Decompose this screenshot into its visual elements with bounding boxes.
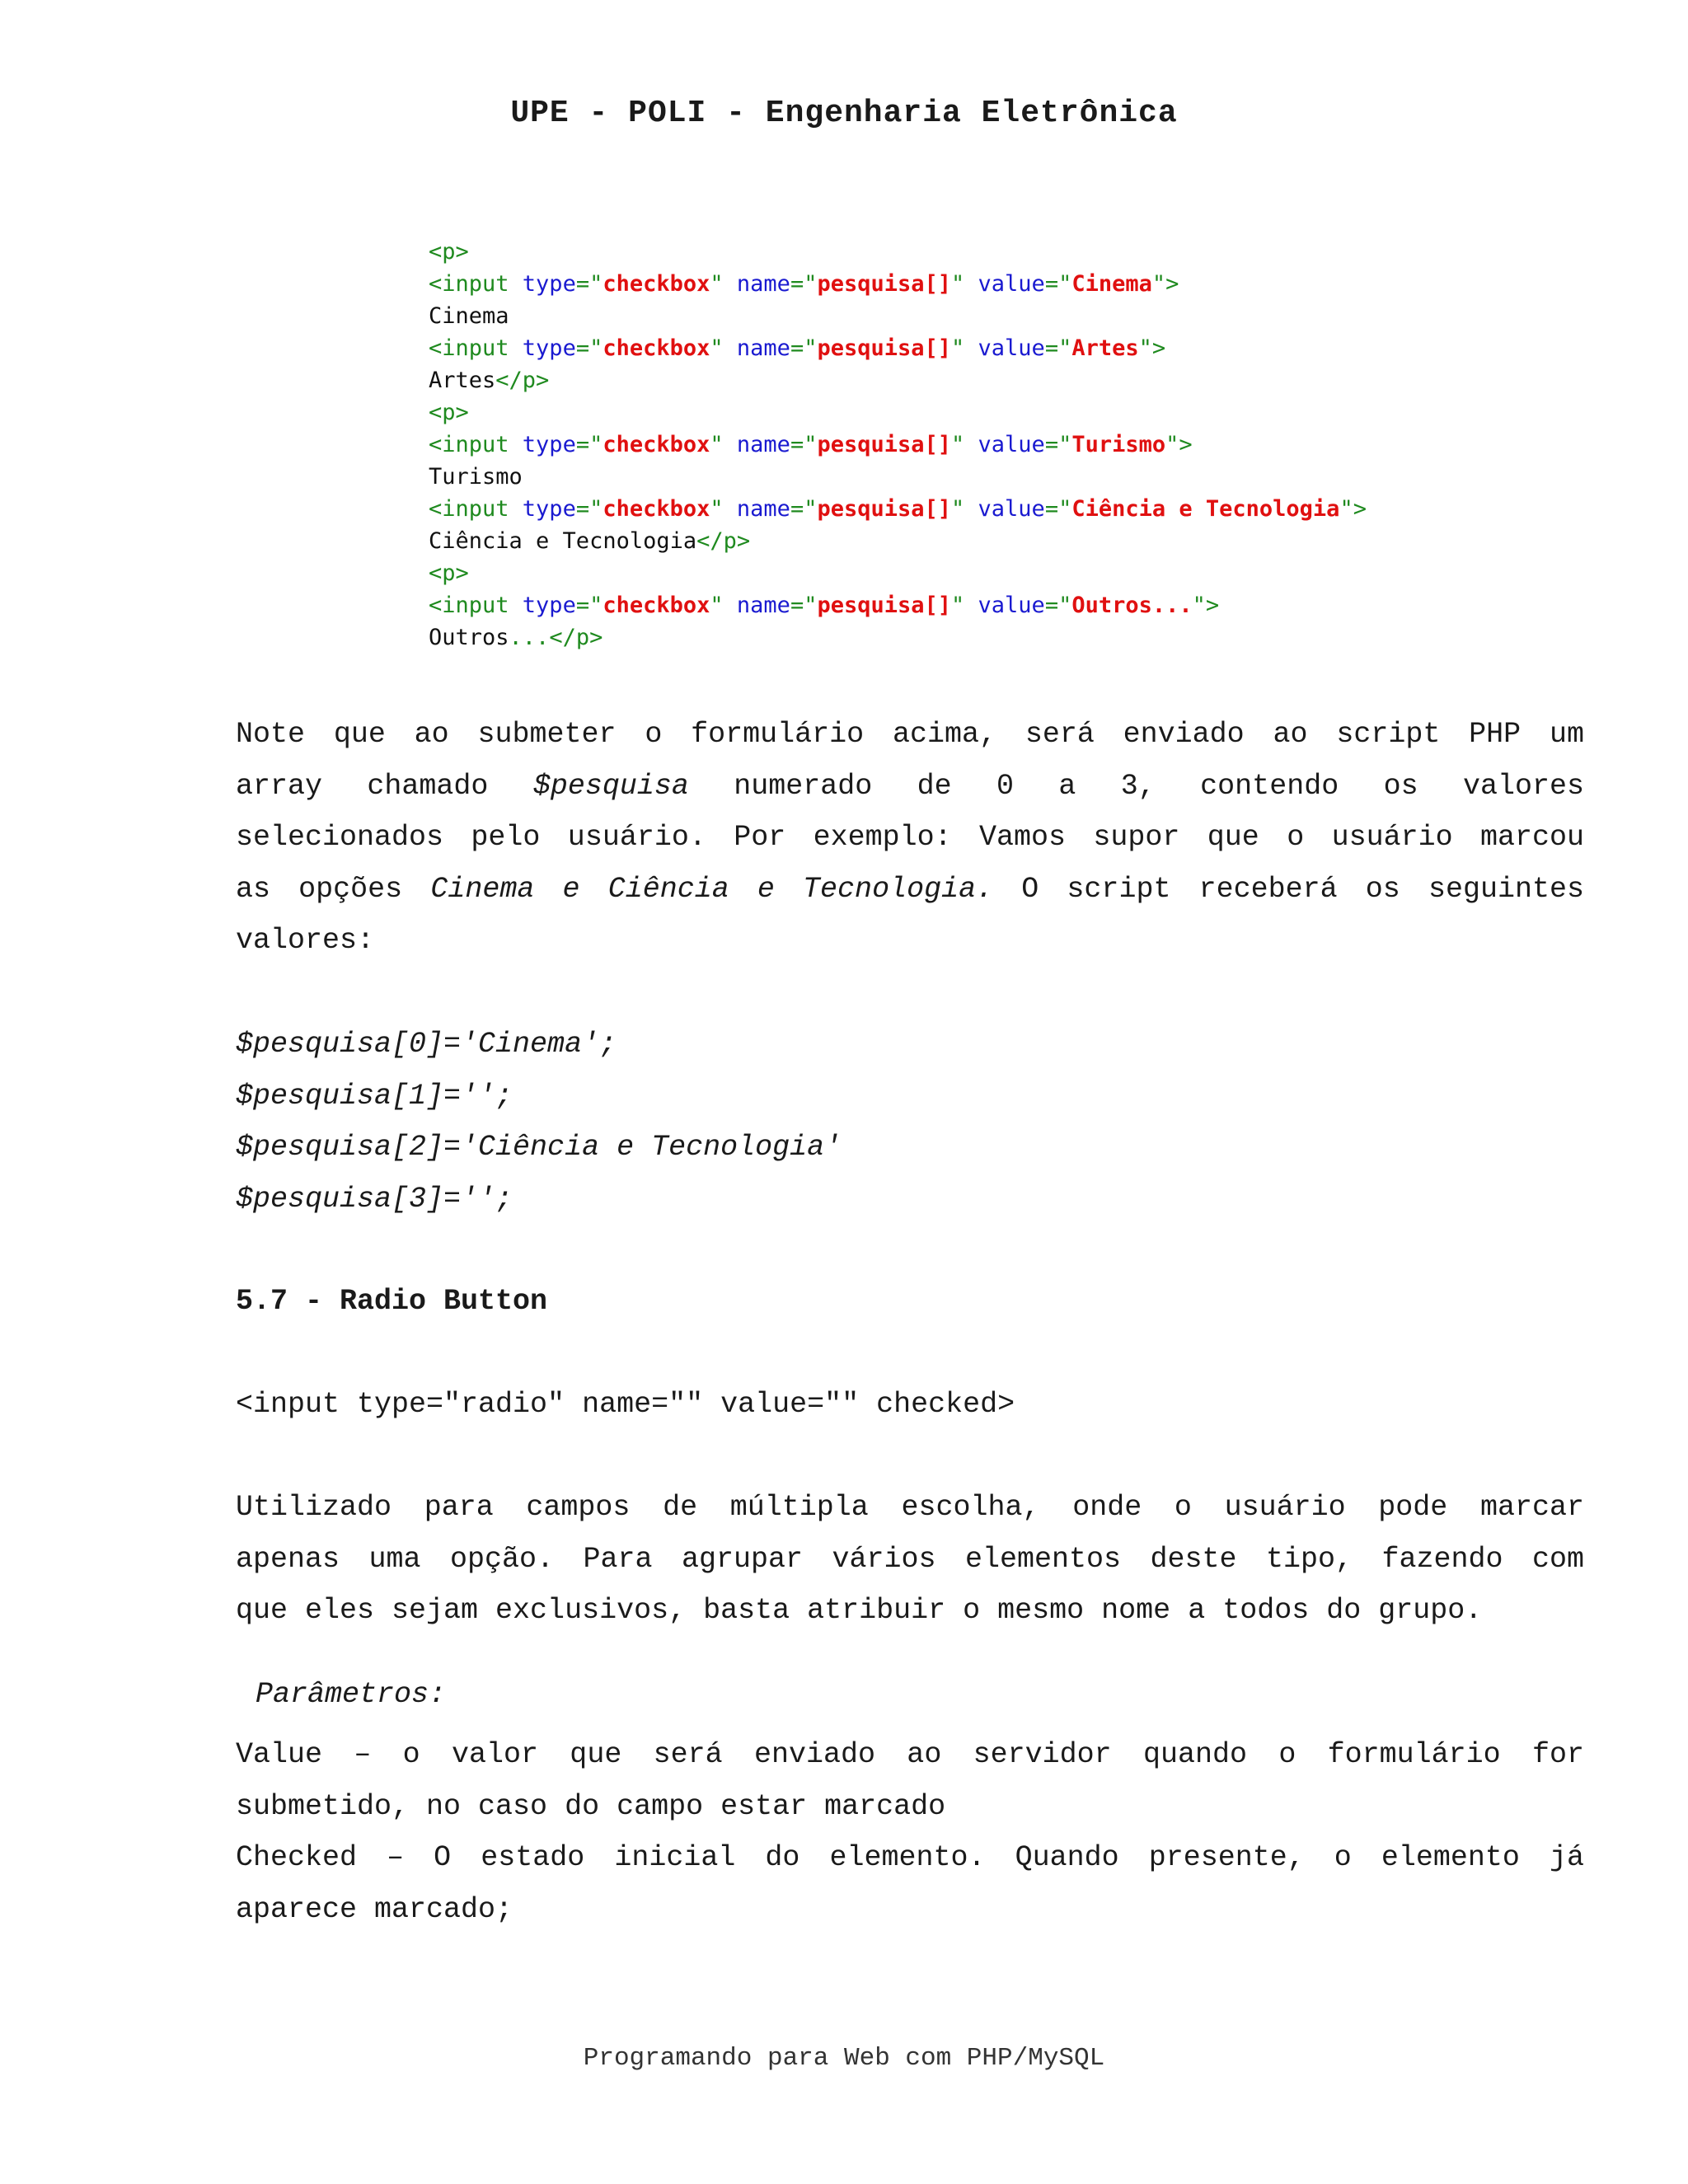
code-token: =" [575,496,603,522]
code-token: "> [1165,432,1193,457]
code-token: value [978,432,1045,457]
page-footer: Programando para Web com PHP/MySQL [583,2044,1105,2073]
code-token: =" [790,593,818,618]
code-token: Artes [429,368,496,393]
code-token: checkbox [603,496,710,522]
code-token: type [522,593,576,618]
code-token: value [978,593,1045,618]
text-span: numerado de 0 a 3, contendo os valores [734,769,1584,803]
paragraph-line: apenas uma opção. Para agrupar vários elementos deste tipo, fazendo com [236,1542,1584,1576]
example-value-line: $pesquisa[1]=''; [236,1079,513,1113]
code-token: checkbox [603,432,710,457]
section-heading: 5.7 - Radio Button [236,1285,548,1318]
code-token: pesquisa[] [817,271,952,297]
code-token: " [951,432,978,457]
code-token: Ciência e Tecnologia [1071,496,1340,522]
code-line [429,589,1219,621]
paragraph-intro [236,709,1584,967]
code-token: value [978,335,1045,361]
code-token: =" [1044,496,1072,522]
code-token: " [710,335,737,361]
code-token: value [978,271,1045,297]
code-token: ...</p> [509,625,603,650]
code-token: =" [790,496,818,522]
paragraph-line: Note que ao submeter o formulário acima, será enviado ao script PHP um [236,718,1584,751]
code-token: =" [790,432,818,457]
code-token: name [736,335,790,361]
code-token: " [710,496,737,522]
code-token: " [951,593,978,618]
code-token: checkbox [603,271,710,297]
code-line [429,493,1367,525]
code-token: Ciência e Tecnologia [429,528,697,554]
option-names: Cinema e Ciência e Tecnologia. [430,872,994,906]
radio-tag-syntax: <input type="radio" name="" value="" checked> [236,1388,1015,1421]
code-token: =" [575,271,603,297]
code-line [429,236,469,268]
text-span: O script receberá os seguintes [1021,872,1584,906]
code-token: name [736,432,790,457]
code-token: <p> [429,239,469,265]
code-token: <input [429,432,523,457]
params-list [236,1729,1584,1935]
code-token: <input [429,271,523,297]
param-checked-line: aparece marcado; [236,1892,513,1926]
code-token: " [951,496,978,522]
code-token: "> [1192,593,1220,618]
text-span: as opções [236,872,403,906]
paragraph-line: valores: [236,924,375,957]
code-token: =" [1044,335,1072,361]
code-token: </p> [495,368,550,393]
code-token: =" [790,271,818,297]
code-token: <p> [429,560,469,586]
code-line [429,461,523,493]
code-token: " [710,271,737,297]
text-span: array chamado [236,769,489,803]
code-token: =" [1044,271,1072,297]
code-token: <input [429,335,523,361]
code-token: pesquisa[] [817,335,952,361]
code-token: Outros [429,625,509,650]
param-value-line: Value – o valor que será enviado ao servidor quando o formulário for [236,1738,1584,1771]
params-label: Parâmetros: [256,1678,447,1711]
code-token: " [710,432,737,457]
code-token: name [736,593,790,618]
code-token: type [522,335,576,361]
code-token: name [736,271,790,297]
code-line [429,429,1193,461]
code-token: type [522,496,576,522]
code-token: =" [575,432,603,457]
code-token: <input [429,593,523,618]
code-token: " [951,271,978,297]
code-token: " [710,593,737,618]
code-line [429,300,509,332]
code-token: Outros... [1071,593,1193,618]
code-token: =" [575,335,603,361]
paragraph-line [236,864,1584,916]
param-value-line: submetido, no caso do campo estar marcado [236,1789,946,1823]
code-token: checkbox [603,593,710,618]
page-header: UPE - POLI - Engenharia Eletrônica [510,96,1178,131]
code-token: =" [1044,432,1072,457]
code-token: "> [1339,496,1367,522]
code-line [429,525,750,557]
example-value-line: $pesquisa[3]=''; [236,1182,513,1216]
variable-name: $pesquisa [532,769,689,803]
paragraph-line: Utilizado para campos de múltipla escolha, onde o usuário pode marcar [236,1491,1584,1524]
code-token: type [522,432,576,457]
code-token: <input [429,496,523,522]
example-values [236,1019,842,1225]
code-token: " [951,335,978,361]
code-token: Cinema [1071,271,1152,297]
code-token: =" [1044,593,1072,618]
code-token: pesquisa[] [817,496,952,522]
code-token: =" [790,335,818,361]
code-token: <p> [429,400,469,425]
code-token: pesquisa[] [817,593,952,618]
code-token: Turismo [429,464,523,490]
code-token: "> [1151,271,1179,297]
paragraph-line: selecionados pelo usuário. Por exemplo: Vamos supor que o usuário marcou [236,821,1584,854]
paragraph-line: que eles sejam exclusivos, basta atribuir o mesmo nome a todos do grupo. [236,1594,1483,1627]
code-token: Cinema [429,303,509,329]
code-token: Turismo [1071,432,1166,457]
code-token: Artes [1071,335,1139,361]
example-value-line: $pesquisa[0]='Cinema'; [236,1028,617,1061]
code-line [429,332,1165,364]
code-line [429,396,469,429]
code-line [429,557,469,589]
code-line [429,268,1179,300]
code-line [429,621,603,654]
code-line [429,364,549,396]
paragraph-line [236,761,1584,813]
code-token: pesquisa[] [817,432,952,457]
paragraph-radio-description [236,1482,1584,1637]
code-token: value [978,496,1045,522]
code-token: "> [1138,335,1166,361]
code-token: type [522,271,576,297]
param-checked-line: Checked – O estado inicial do elemento. Quando presente, o elemento já [236,1841,1584,1874]
code-token: =" [575,593,603,618]
code-token: </p> [696,528,751,554]
code-token: name [736,496,790,522]
example-value-line: $pesquisa[2]='Ciência e Tecnologia' [236,1131,842,1164]
code-token: checkbox [603,335,710,361]
